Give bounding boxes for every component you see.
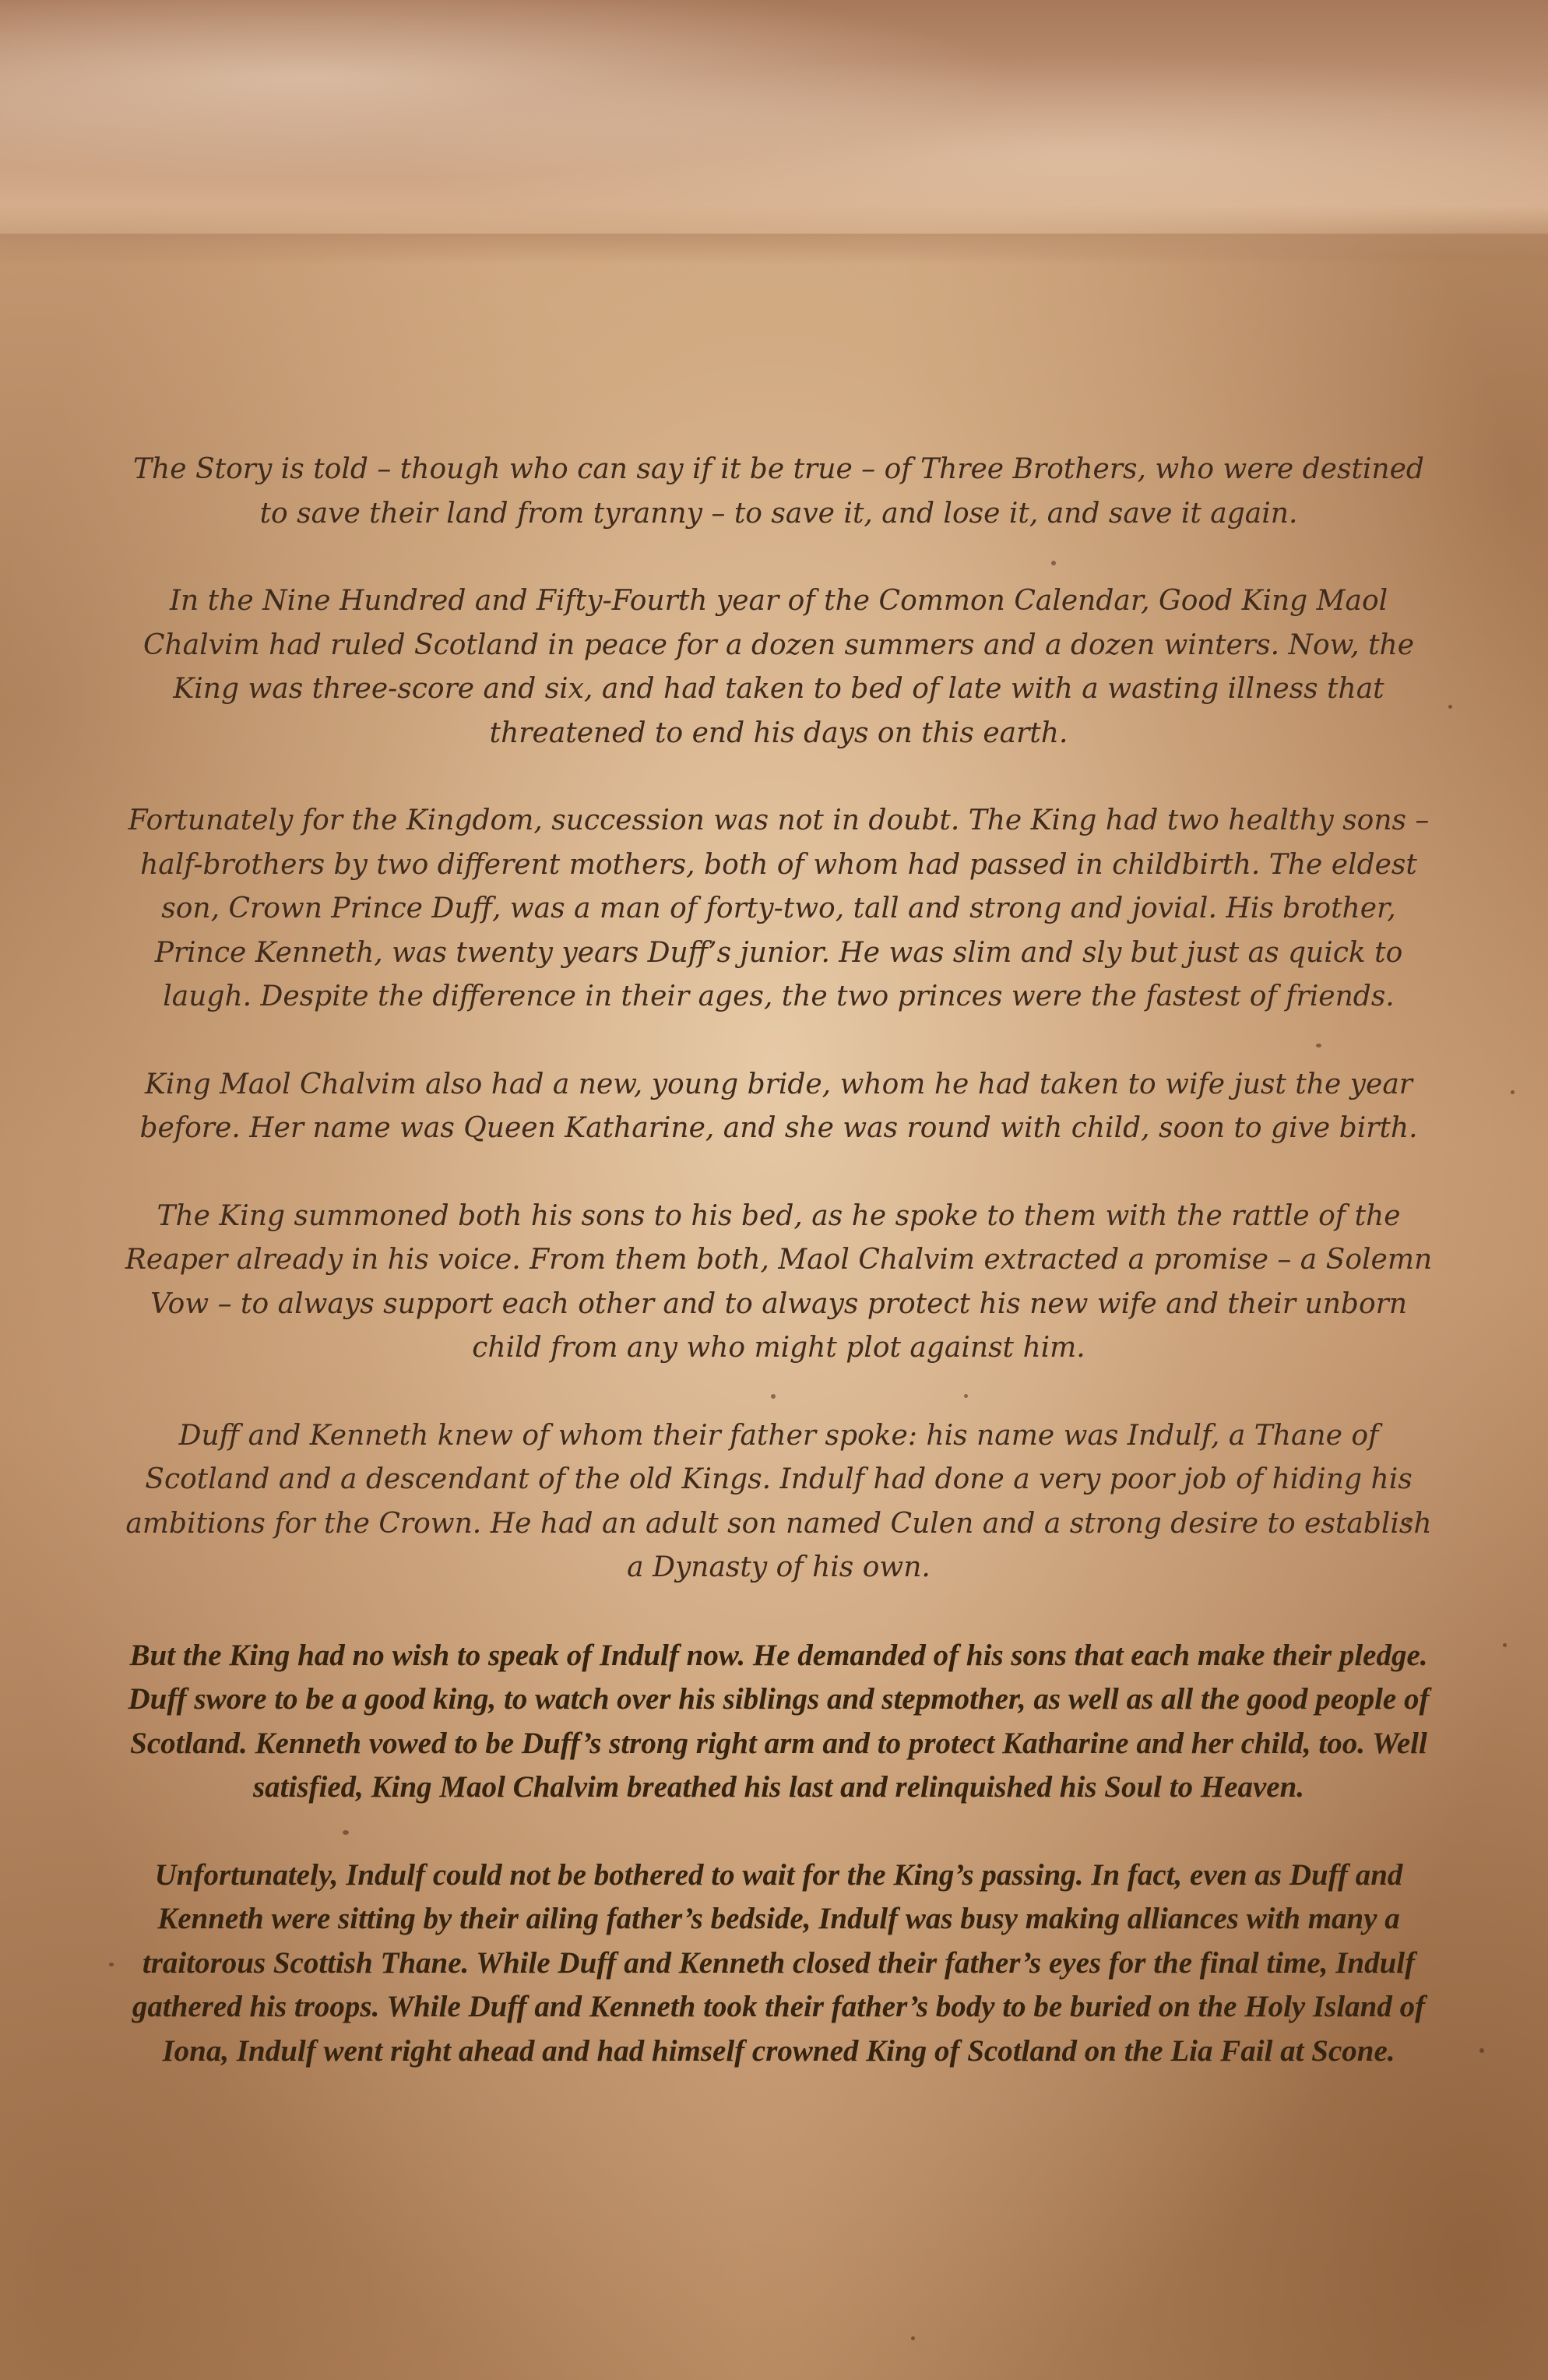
paper-speck	[911, 2336, 915, 2340]
paper-speck	[1511, 1090, 1515, 1094]
parchment-top-band	[0, 0, 1548, 257]
paper-speck	[1503, 1643, 1507, 1647]
story-paragraph: The King summoned both his sons to his bed, as he spoke to them with the rattle of the Reaper already in his voice. From them both, Maol Chalvim extracted a promise – a Solemn Vow – to always support each other and to always protect his new wife and their unborn child from any who might plot against him.	[125, 1199, 1433, 1364]
story-paragraph: King Maol Chalvim also had a new, young bride, whom he had taken to wife just the year before. Her name was Queen Katharine, and she was round with child, soon to give birth.	[139, 1068, 1418, 1144]
paper-speck	[109, 1963, 114, 1966]
paper-speck	[1479, 2048, 1484, 2053]
story-paragraph: Duff and Kenneth knew of whom their father spoke: his name was Indulf, a Thane of Scotland and a descendant of the old Kings. Indulf had done a very poor job of hiding his ambitions for the Crown. He had an adult son named Culen and a strong desire to establish a Dynasty of his own.	[125, 1419, 1432, 1583]
story-text	[117, 448, 1441, 2117]
parchment-fold-shadow	[0, 234, 1548, 265]
story-paragraph: In the Nine Hundred and Fifty-Fourth year of the Common Calendar, Good King Maol Chalvim had ruled Scotland in peace for a dozen summers and a dozen winters. Now, the King was three-score and six, and had taken to bed of late with a wasting illness that threatened to end his days on this earth.	[142, 585, 1415, 749]
story-paragraph: But the King had no wish to speak of Indulf now. He demanded of his sons that each make their pledge. Duff swore to be a good king, to watch over his siblings and stepmother, as well as all the good people of Scotland. Kenneth vowed to be Duff’s strong right arm and to protect Katharine and her child, too. Well satisfied, King Maol Chalvim breathed his last and relinquished his Soul to Heaven.	[128, 1638, 1430, 1804]
story-paragraph: Fortunately for the Kingdom, succession was not in doubt. The King had two healthy sons – half-brothers by two different mothers, both of whom had passed in childbirth. The eldest son, Crown Prince Duff, was a man of forty-two, tall and strong and jovial. His brother, Prince Kenneth, was twenty years Duff’s junior. He was slim and sly but just as quick to laugh. Despite the difference in their ages, the two princes were the fastest of friends.	[128, 804, 1430, 1012]
paper-speck	[1448, 705, 1452, 709]
story-paragraph: Unfortunately, Indulf could not be bothered to wait for the King’s passing. In fact, even as Duff and Kenneth were sitting by their ailing father’s bedside, Indulf was busy making alliances with many a traitorous Scottish Thane. While Duff and Kenneth closed their father’s eyes for the final time, Indulf gathered his troops. While Duff and Kenneth took their father’s body to be buried on the Holy Island of Iona, Indulf went right ahead and had himself crowned King of Scotland on the Lia Fail at Scone.	[132, 1857, 1426, 2068]
story-paragraph: The Story is told – though who can say if it be true – of Three Brothers, who were destined to save their land from tyranny – to save it, and lose it, and save it again.	[133, 453, 1424, 530]
